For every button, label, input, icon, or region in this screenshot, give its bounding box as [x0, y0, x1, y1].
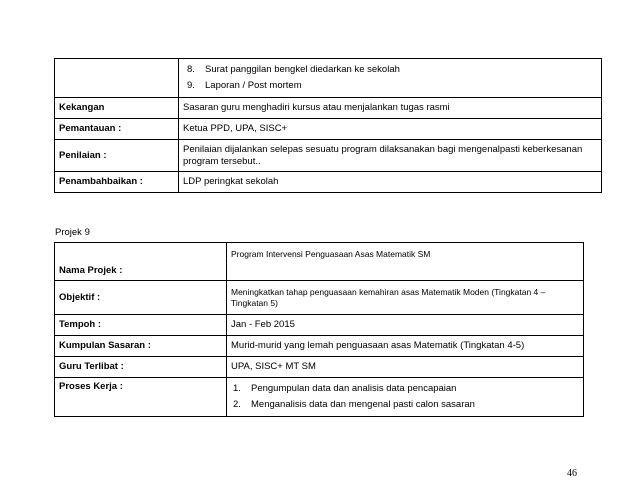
pemantauan-value: Ketua PPD, UPA, SISC+ — [179, 119, 602, 140]
empty-label-cell — [55, 59, 179, 98]
kumpulan-sasaran-label: Kumpulan Sasaran : — [55, 336, 227, 357]
projek-8-table — [54, 58, 602, 193]
section-title: Projek 9 — [55, 227, 90, 238]
list-item-number: 9. — [187, 80, 195, 91]
penilaian-label: Penilaian : — [55, 140, 179, 172]
table-row — [55, 119, 602, 140]
table-row — [55, 378, 584, 417]
steps-cell — [179, 59, 602, 98]
penilaian-value: Penilaian dijalankan selepas sesuatu program dilaksanakan bagi mengenalpasti keberkesanan program tersebut.. — [179, 140, 602, 172]
proses-kerja-cell — [227, 378, 584, 417]
kekangan-label: Kekangan — [55, 98, 179, 119]
objektif-value: Meningkatkan tahap penguasaan kemahiran asas Matematik Moden (Tingkatan 4 – Tingkatan 5) — [227, 281, 584, 315]
penambahbaikan-value: LDP peringkat sekolah — [179, 172, 602, 193]
page-number: 46 — [567, 468, 577, 479]
list-item-text: Menganalisis data dan mengenal pasti calon sasaran — [251, 399, 475, 410]
pemantauan-label: Pemantauan : — [55, 119, 179, 140]
list-item — [187, 62, 597, 78]
kumpulan-sasaran-value: Murid-murid yang lemah penguasaan asas Matematik (Tingkatan 4-5) — [227, 336, 584, 357]
table-row — [55, 357, 584, 378]
list-item-number: 1. — [233, 383, 241, 394]
table-row — [55, 98, 602, 119]
table-row — [55, 59, 602, 98]
projek-9-table — [54, 242, 584, 417]
table-row — [55, 336, 584, 357]
table-row — [55, 172, 602, 193]
list-item — [187, 78, 597, 94]
tempoh-value: Jan - Feb 2015 — [227, 315, 584, 336]
table-row — [55, 281, 584, 315]
nama-projek-value: Program Intervensi Penguasaan Asas Matematik SM — [227, 243, 584, 281]
table-row — [55, 315, 584, 336]
objektif-label: Objektif : — [55, 281, 227, 315]
guru-terlibat-label: Guru Terlibat : — [55, 357, 227, 378]
kekangan-value: Sasaran guru menghadiri kursus atau menjalankan tugas rasmi — [179, 98, 602, 119]
list-item-text: Laporan / Post mortem — [205, 80, 302, 91]
list-item-number: 8. — [187, 64, 195, 75]
table-row — [55, 243, 584, 281]
guru-terlibat-value: UPA, SISC+ MT SM — [227, 357, 584, 378]
list-item — [233, 397, 579, 413]
tempoh-label: Tempoh : — [55, 315, 227, 336]
list-item-text: Pengumpulan data dan analisis data pencapaian — [251, 383, 457, 394]
table-row — [55, 140, 602, 172]
list-item-text: Surat panggilan bengkel diedarkan ke sekolah — [205, 64, 400, 75]
nama-projek-label: Nama Projek : — [55, 243, 227, 281]
list-item-number: 2. — [233, 399, 241, 410]
proses-kerja-label: Proses Kerja : — [55, 378, 227, 417]
penambahbaikan-label: Penambahbaikan : — [55, 172, 179, 193]
list-item — [233, 381, 579, 397]
